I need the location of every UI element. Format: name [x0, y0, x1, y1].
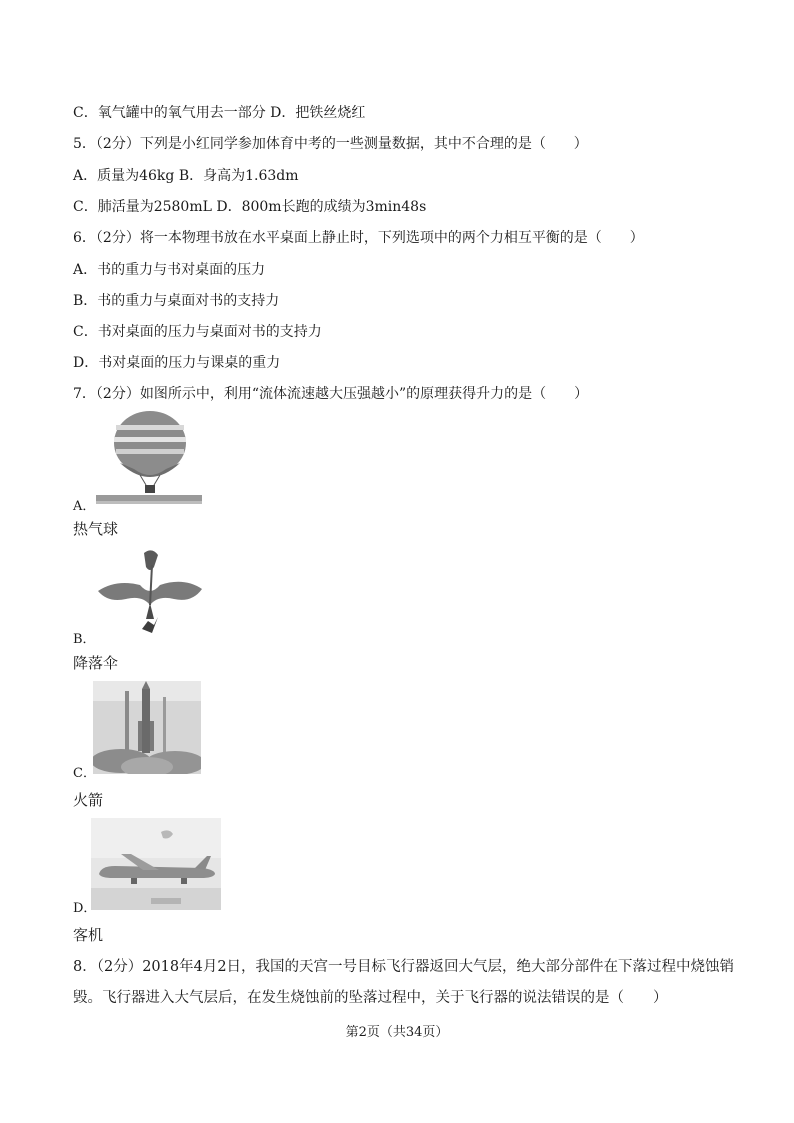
option-a-caption: 热气球: [73, 520, 119, 538]
option-c-label: C．: [73, 766, 96, 781]
option-b-caption: 降落伞: [73, 654, 119, 672]
question-6-option-c: C．书对桌面的压力与桌面对书的支持力: [73, 324, 322, 340]
rocket-image: [93, 681, 201, 774]
question-4-option-cd: C．氧气罐中的氧气用去一部分 D．把铁丝烧红: [73, 105, 366, 121]
question-5-option-cd: C．肺活量为2580mL D．800m长跑的成绩为3min48s: [73, 199, 427, 215]
option-c-caption: 火箭: [73, 791, 104, 809]
question-8-stem-line2: 毁。飞行器进入大气层后，在发生烧蚀前的坠落过程中，关于飞行器的说法错误的是（ ）: [73, 990, 668, 1006]
question-6-option-a: A．书的重力与书对桌面的压力: [73, 262, 266, 278]
question-5-option-ab: A．质量为46kg B．身高为1.63dm: [73, 168, 299, 184]
parachute-image: [96, 545, 204, 641]
option-d-label: D．: [73, 901, 97, 916]
question-6-stem: 6．（2分）将一本物理书放在水平桌面上静止时，下列选项中的两个力相互平衡的是（ ）: [73, 230, 644, 246]
question-6-option-b: B．书的重力与桌面对书的支持力: [73, 293, 280, 309]
question-5-stem: 5．（2分）下列是小红同学参加体育中考的一些测量数据，其中不合理的是（ ）: [73, 136, 588, 152]
page-footer: 第2页（共34页）: [345, 1025, 449, 1040]
hot-air-balloon-image: [96, 409, 202, 506]
option-b-label: B．: [73, 632, 96, 647]
question-6-option-d: D．书对桌面的压力与课桌的重力: [73, 355, 281, 371]
option-d-caption: 客机: [73, 926, 104, 944]
question-7-stem: 7．（2分）如图所示中，利用“流体流速越大压强越小”的原理获得升力的是（ ）: [73, 386, 589, 402]
airliner-image: [91, 818, 221, 910]
question-8-stem-line1: 8．（2分）2018年4月2日，我国的天宫一号目标飞行器返回大气层，绝大部分部件在下落过程中烧蚀销: [73, 959, 735, 975]
option-a-label: A．: [73, 499, 96, 514]
